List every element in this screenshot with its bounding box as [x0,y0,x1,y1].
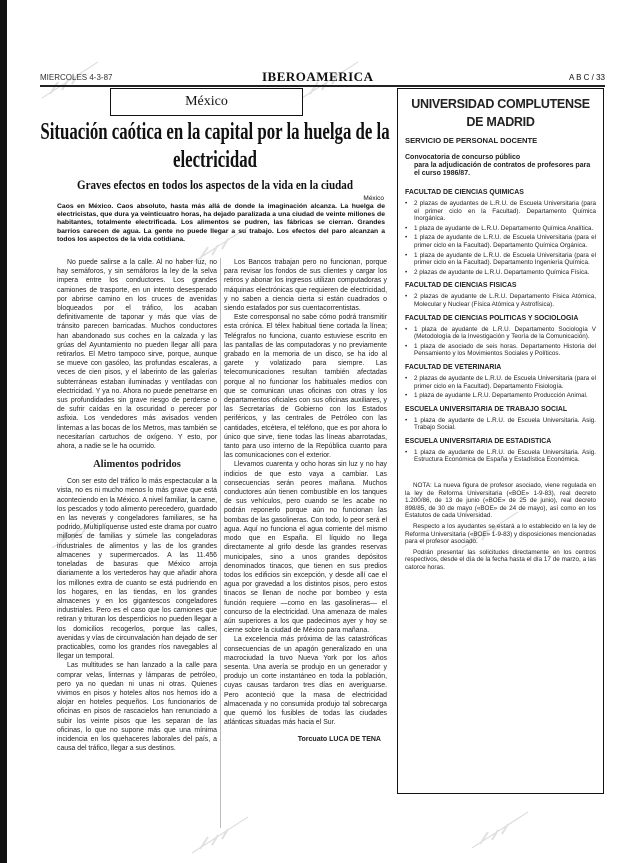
paragraph: No puede salirse a la calle. Al no haber luz, no hay semáforos, y sin semáforos la ley de la selva impera entre los conductores. Los grandes camiones de trasporte, en un intento desesperado por abrirse camino en los cruces de avenidas bloqueados por el tráfico, los acaban definitivamente de taponar y más que vías de tránsito parecen barricadas. Muchos conductores han abandonado sus coches en la calzada y las grúas del Ayuntamiento no pueden llegar allí para retirarlos. El Metro tampoco sirve, porque, aunque se mueve con gasóleo, las profundas escaleras, a veces de cien pisos, y el laberinto de las galerías subterráneas estaban iluminadas y ventiladas con electricidad. Y ya no. Ahora no puede penetrarse en sus profundidades sin grave riesgo de perderse o de sufrir caídas en la oscuridad o perecer por asfixia. Los vendedores más avisados venden linternas a las bocas de los Metros, mas también se necesitarían cartuchos de oxígeno. Y esto, por ahora, a nadie se le ha ocurrido. [57,259,217,451]
position-item: • 1 plaza de asociado de seis horas. Departamento Historia del Pensamiento y los Movimientos Sociales y Políticos. [405,343,596,358]
ad-sections [405,189,596,464]
page-number: A B C / 33 [568,73,605,82]
position-list [405,449,596,464]
paragraph: La excelencia más próxima de las catastróficas consecuencias de un apagón generalizado en una macrociudad la tuvo Nueva York por los años sesenta. Una avería se produjo en un generador y produjo un corte instantáneo en toda la población, cuyas causas tardaron tres días en averiguarse. Pero aconteció que la masa de electricidad almacenada y no consumida produjo tal sobrecarga que quemó los fusibles de todas las ciudades atlánticas situadas más hacia el Sur. [224,636,387,727]
article-lead: Caos en México. Caos absoluto, hasta más allá de donde la imaginación alcanza. La huelga de electricistas, que dura ya veinticuatro horas, ha dejado paralizada a una ciudad de veinte millones de habitantes, totalmente electrificada. Los alimentos se pudren, las fábricas se cierran. Grandes barrios carecen de agua. La gente no puede llegar a su trabajo. Los efectos del paro alcanzan a todos los aspectos de la vida cotidiana. [57,203,385,243]
university-advertisement [397,88,604,794]
position-item: • 1 plaza de ayudante de L.R.U. Departamento Química Analítica. [405,225,596,233]
article-subtitle: Graves efectos en todos los aspectos de la vida en la ciudad [77,177,353,192]
article-column-2 [224,258,387,745]
ad-call-title: Convocatoria de concurso público [405,154,521,161]
article-title: Situación caótica en la capital por la huelga de la electricidad [40,119,390,173]
section-title: IBEROAMERICA [262,69,374,84]
position-list [405,375,596,400]
position-item: • 2 plazas de ayudante de L.R.U. Departamento Física Atómica, Molecular y Nuclear (Física Atómica y Astrofísica). [405,293,596,308]
position-item: • 2 plazas de ayudante de L.R.U. de Escuela Universitaria (para el primer ciclo en la Facultad). Departamento Fisiología. [405,375,596,390]
position-list [405,293,596,308]
faculty-heading: FACULTAD DE CIENCIAS FISICAS [405,282,517,290]
scan-edge [0,0,7,863]
header-rule [40,85,605,87]
paragraph: Llevamos cuarenta y ocho horas sin luz y no hay indicios de que esto vaya a cambiar. Las consecuencias serán peores mañana. Muchos conductores aún tienen combustible en los tanques de sus vehículos, pero cuando se les acabe no podrán reponerlo porque aún no funcionan las bombas de las gasolineras. Con todo, lo peor será el agua. Aquí no funciona el agua corriente del mismo modo que en España. El líquido no llega directamente al grifo desde las grandes reservas municipales, sino a unos grandes depósitos denominados tinacos, que tienen en sus predios todos los edificios sin excepción, y desde allí cae el agua por gravedad a los distintos pisos, pero estos tinacos se llenan de noche por bombeo y esta función requiere —como en las gasolineras— el concurso de la electricidad. Una amenaza de males aún superiores a los que padecimos ayer y hoy se cierne sobre la ciudad de México para mañana. [224,461,387,635]
ad-notes [405,482,596,572]
ad-title-2: DE MADRID [466,115,535,129]
article-subhead: Alimentos podridos [93,459,181,471]
abc-watermark-icon [470,810,530,850]
position-item: • 1 plaza de ayudante L.R.U. Departamento Producción Animal. [405,392,596,400]
note: NOTA: La nueva figura de profesor asociado, viene regulada en la ley de Reforma Universitaria («BOE» 1-9-83), real decreto 1.200/86, de 13 de junio («BOE» de 25 de junio), real decreto 898/85, de 30 de mayo («BOE» de 24 de mayo), así como en los Estatutos de cada Universidad. [405,482,596,520]
position-item: • 1 plaza de ayudante de L.R.U. Departamento Sociología V (Metodología de la Investigación y Teoría de la Comunicación). [405,326,596,341]
article-kicker: México [110,88,303,116]
position-item: • 1 plaza de ayudante de L.R.U. de Escuela Universitaria. Asig. Trabajo Social. [405,417,596,432]
ad-title: UNIVERSIDAD COMPLUTENSE [411,97,590,111]
issue-date: MIERCOLES 4-3-87 [40,73,113,82]
faculty-heading: ESCUELA UNIVERSITARIA DE TRABAJO SOCIAL [405,405,568,413]
paragraph: Los Bancos trabajan pero no funcionan, porque para revisar los fondos de sus clientes y cargar los retiros y abonar los ingresos utilizan computadoras y máquinas electrónicas que requieren de electricidad, y no saben a ciencia cierta si están cuadrados o siendo estafados por sus cuentacorrentistas. [224,259,387,313]
position-list [405,417,596,432]
faculty-heading: ESCUELA UNIVERSITARIA DE ESTADISTICA [405,437,552,445]
page-header [40,71,605,83]
paragraph: Con ser esto del tráfico lo más espectacular a la vista, no es ni mucho menos lo más grave que está aconteciendo en la México. A nivel familiar, la carne, los pescados y todo alimento perecedero, guardado en las neveras y congeladores familiares, se ha podrido. Multiplíquense usted este drama por cuatro millones de familias y súmele las congeladoras industriales de alimentos y las de los grandes almacenes y supermercados. A las 11.456 toneladas de basuras que México arroja diariamente a los vertederos hay que añadir ahora los millones extra de cuanto se está pudriendo en los hogares, en las tiendas, en los grandes almacenes y en los gigantescos congeladores industriales. Pero es el caso que los camiones que retiran y trituran los desperdicios no pueden llegar a los domicilios recogerlos, porque las calles, avenidas y vías de circunvalación han dejado de ser practicables, como los grandes ríos navegables al llegar un temporal. [57,478,217,661]
column-divider [220,258,221,828]
ad-call [405,154,596,178]
paragraph: Este corresponsal no sabe cómo podrá transmitir esta crónica. El télex habitual tiene cortada la línea; Telégrafos no funciona, cuanto estuviese escrito en las pantallas de las computadoras y no previamente grabado en la memoria de un disco, se ha ido al garete y volatizado para siempre. Las telecomunicaciones resultan también afectadas porque al no funcionar los habituales medios con que se comunican unas oficinas con otras y los departamentos oficiales con sus oficinas auxiliares, y las Secretarías de Gobierno con los Estados periféricos, y las centrales de Petróleo con las cantidades, etcétera, el teléfono, que es por ahora lo único que sirve, tiene todas las líneas abarrotadas, tanto para uso interno de la República cuanto para las comunicaciones con el exterior. [224,314,387,460]
article-column-1 [57,258,217,753]
faculty-heading: FACULTAD DE VETERINARIA [405,363,502,371]
note: Podrán presentar las solicitudes directamente en los centros respectivos, desde el día de la fecha hasta el día 17 de marzo, a las catorce horas. [405,548,596,571]
position-item: • 2 plazas de ayudantes de L.R.U. de Escuela Universitaria (para el primer ciclo en la Facultad). Departamento Química Inorgánica. [405,200,596,223]
note: Respecto a los ayudantes se estará a lo establecido en la ley de Reforma Universitaria («BOE» 1-9-83) y disposiciones mencionadas para el profesor asociado. [405,523,596,546]
position-list [405,200,596,276]
paragraph: Las multitudes se han lanzado a la calle para comprar velas, linternas y lámparas de petróleo, pero ya no quedan ni unas ni otras. Quienes vivimos en pisos y hoteles altos nos hemos ido a alojar en hoteles pequeños. Los funcionarios de oficinas en pisos de rascacielos han renunciado a subir los veinte pisos que les separan de las oficinas, lo que no supone más que una mínima incidencia en los quehaceres laborales del país, a causa del tráfico, llegar a sus destinos. [57,662,217,753]
faculty-heading: FACULTAD DE CIENCIAS POLITICAS Y SOCIOLOGIA [405,314,579,322]
ad-service: SERVICIO DE PERSONAL DOCENTE [405,136,538,145]
position-item: • 1 plaza de ayudante de L.R.U. de Escuela Universitaria (para el primer ciclo en la Facultad). Departamento Química Orgánica. [405,234,596,249]
position-list [405,326,596,358]
position-item: • 1 plaza de ayudante de L.R.U. de Escuela Universitaria. Asig. Estructura Económica de España y Estadística Económica. [405,449,596,464]
dateline: México [363,195,384,202]
author-signature: Torcuato LUCA DE TENA [297,736,381,744]
ad-call-text: para la adjudicación de contratos de profesores para el curso 1986/87. [414,162,591,177]
position-item: • 1 plaza de ayudante de L.R.U. de Escuela Universitaria (para el primer ciclo en la Facultad). Departamento Ingeniería Química. [405,252,596,267]
position-item: • 2 plazas de ayudante de L.R.U. Departamento Química Física. [405,269,596,277]
faculty-heading: FACULTAD DE CIENCIAS QUIMICAS [405,189,524,196]
